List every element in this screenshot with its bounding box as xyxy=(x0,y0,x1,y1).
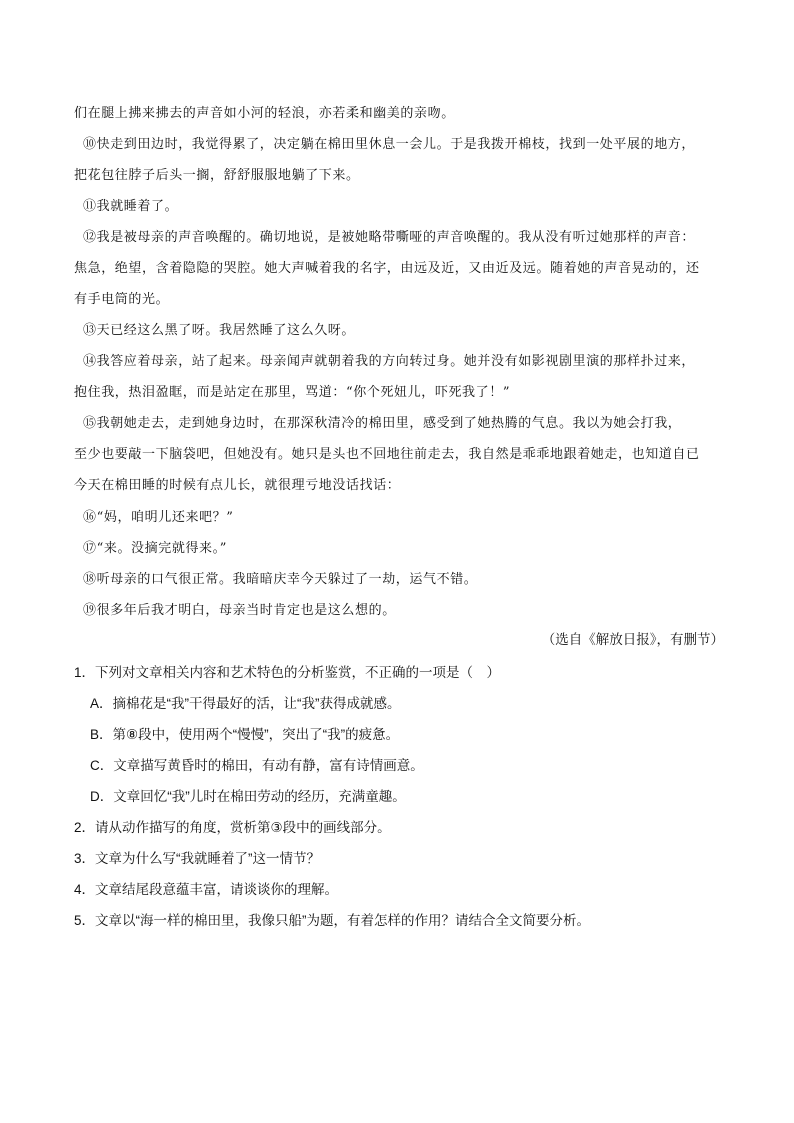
option-text: 文章描写黄昏时的棉田，有动有静，富有诗情画意。 xyxy=(113,758,424,773)
option-b xyxy=(90,725,399,745)
passage-line: ⑱听母亲的口气很正常。我暗暗庆幸今天躲过了一劫，运气不错。 xyxy=(83,572,478,587)
question-number: 5． xyxy=(74,913,96,928)
passage-line: 今天在棉田睡的时候有点儿长，就很理亏地没话找话： xyxy=(74,478,401,493)
question-number: 2． xyxy=(74,820,96,835)
passage-line: ⑫我是被母亲的声音唤醒的。确切地说，是被她略带嘶哑的声音唤醒的。我从没有听过她那样的声音： xyxy=(83,230,696,245)
question-number: 1． xyxy=(74,665,96,680)
option-text: 摘棉花是“我”干得最好的活，让“我”获得成就感。 xyxy=(112,696,401,711)
passage-paragraph-15 xyxy=(74,408,724,501)
passage-paragraph-11 xyxy=(74,191,724,222)
passage-line: 抱住我，热泪盈眶，而是站定在那里，骂道：“你个死妞儿，吓死我了！” xyxy=(74,385,511,400)
passage-line: ⑭我答应着母亲，站了起来。母亲闻声就朝着我的方向转过身。她并没有如影视剧里演的那样扑过来， xyxy=(83,354,696,369)
passage-line: 至少也要敲一下脑袋吧，但她没有。她只是头也不回地往前走去，我自然是乖乖地跟着她走，也知道自已 xyxy=(74,447,700,462)
passage-paragraph-18 xyxy=(74,564,724,595)
passage-line: ⑮我朝她走去，走到她身边时，在那深秋清冷的棉田里，感受到了她热腾的气息。我以为她会打我， xyxy=(83,416,682,431)
passage-paragraph-17 xyxy=(74,533,724,564)
passage-paragraph-19 xyxy=(74,595,724,626)
question-3 xyxy=(74,849,320,869)
question-4 xyxy=(74,880,338,900)
option-text: 文章回忆“我”儿时在棉田劳动的经历，充满童趣。 xyxy=(113,789,406,804)
question-number: 3． xyxy=(74,851,96,866)
passage-line: ⑩快走到田边时，我觉得累了，决定躺在棉田里休息一会儿。于是我拨开棉枝，找到一处平展的地方， xyxy=(83,137,696,152)
passage-line: 有手电筒的光。 xyxy=(74,292,170,307)
option-a xyxy=(90,694,401,714)
question-text: 下列对文章相关内容和艺术特色的分析鉴赏，不正确的一项是（ ） xyxy=(95,665,501,680)
passage-line: 焦急，绝望，含着隐隐的哭腔。她大声喊着我的名字，由远及近，又由近及远。随着她的声音晃动的，还 xyxy=(74,261,700,276)
option-text: 第⑧段中，使用两个“慢慢”，突出了“我”的疲惫。 xyxy=(112,727,400,742)
question-number: 4． xyxy=(74,882,96,897)
passage-paragraph-9-end xyxy=(74,98,724,129)
passage-line: ⑰“来。没摘完就得来。” xyxy=(83,541,227,556)
question-5 xyxy=(74,911,590,931)
passage-line: 把花包往脖子后头一搁，舒舒服服地躺了下来。 xyxy=(74,168,360,183)
question-2 xyxy=(74,818,391,838)
option-label: C． xyxy=(90,758,114,773)
question-text: 文章结尾段意蕴丰富，请谈谈你的理解。 xyxy=(95,882,339,897)
option-d xyxy=(90,787,406,807)
passage-paragraph-13 xyxy=(74,315,724,346)
passage-paragraph-14 xyxy=(74,346,724,408)
passage-line: 们在腿上拂来拂去的声音如小河的轻浪，亦若柔和幽美的亲吻。 xyxy=(74,106,455,121)
source-citation: （选自《解放日报》，有删节） xyxy=(541,632,724,647)
passage-paragraph-16 xyxy=(74,502,724,533)
passage-line: ⑬天已经这么黑了呀。我居然睡了这么久呀。 xyxy=(83,323,356,338)
passage-line: ⑪我就睡着了。 xyxy=(83,199,179,214)
option-label: D． xyxy=(90,789,114,804)
option-c xyxy=(90,756,424,776)
option-label: A． xyxy=(90,696,113,711)
passage-paragraph-10 xyxy=(74,129,724,191)
passage-line: ⑯“妈，咱明儿还来吧？” xyxy=(83,510,234,525)
passage-paragraph-12 xyxy=(74,222,724,315)
question-text: 文章以“海一样的棉田里，我像只船”为题，有着怎样的作用？请结合全文简要分析。 xyxy=(95,913,591,928)
question-text: 文章为什么写“我就睡着了”这一情节？ xyxy=(95,851,321,866)
question-text: 请从动作描写的角度，赏析第③段中的画线部分。 xyxy=(95,820,391,835)
passage-line: ⑲很多年后我才明白，母亲当时肯定也是这么想的。 xyxy=(83,603,396,618)
option-label: B． xyxy=(90,727,113,742)
question-1 xyxy=(74,663,500,683)
